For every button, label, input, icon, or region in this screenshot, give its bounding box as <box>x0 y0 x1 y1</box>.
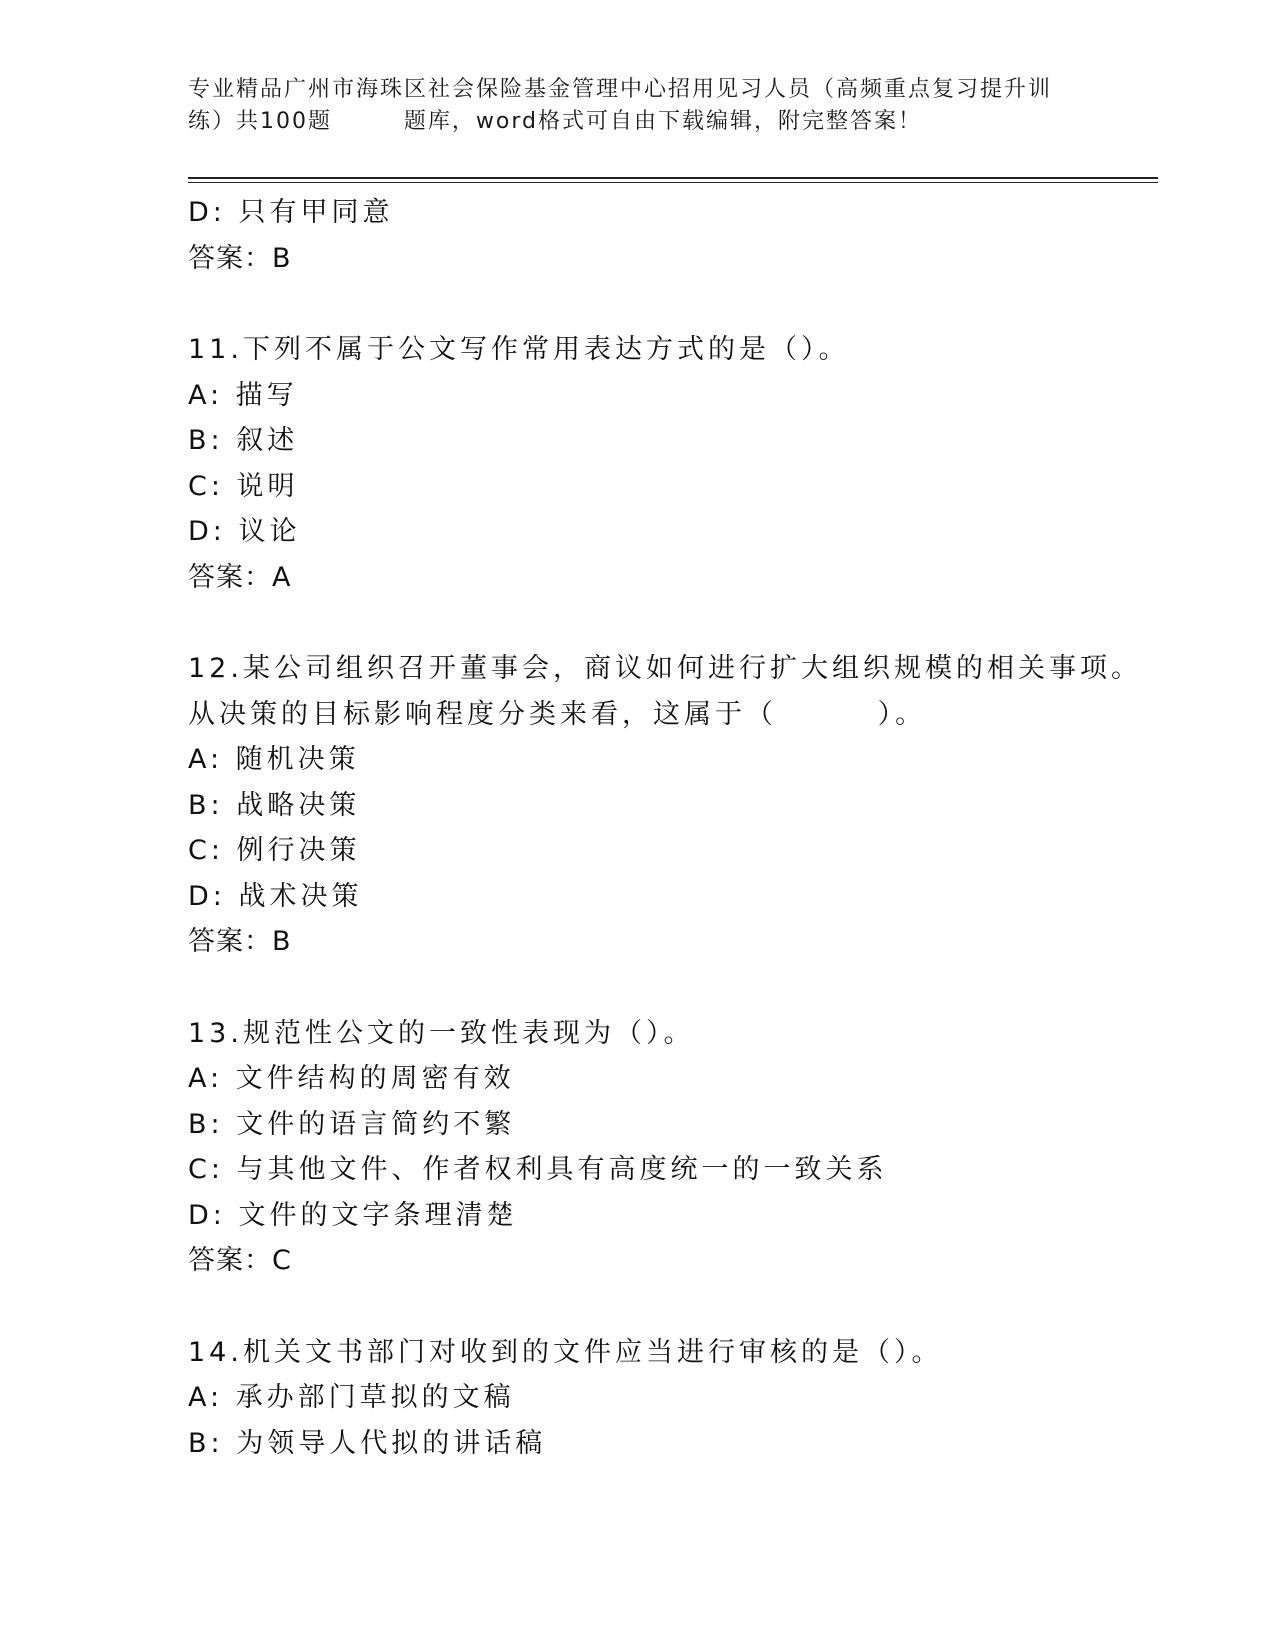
option-line: D: 只有甲同意 <box>188 197 394 228</box>
question-block <box>188 1011 1148 1284</box>
option-line: B: 为领导人代拟的讲话稿 <box>188 1427 547 1459</box>
answer-line: 答案：B <box>188 242 292 274</box>
spacer <box>188 1284 1148 1330</box>
option-line: B: 战略决策 <box>188 789 361 821</box>
answer-line: 答案：B <box>188 926 292 957</box>
option-line: B: 叙述 <box>188 425 299 456</box>
spacer <box>188 965 1148 1011</box>
document-header <box>188 74 1088 138</box>
spacer <box>188 281 1148 327</box>
question-stem: 12.某公司组织召开董事会，商议如何进行扩大组织规模的相关事项。 <box>188 653 1142 684</box>
option-line: C: 例行决策 <box>188 835 361 866</box>
option-line: A: 文件结构的周密有效 <box>188 1063 515 1094</box>
option-line: C: 说明 <box>188 470 299 502</box>
option-line: D: 文件的文字条理清楚 <box>188 1199 518 1231</box>
question-stem: 从决策的目标影响程度分类来看，这属于（ ）。 <box>188 698 927 730</box>
question-stem: 11.下列不属于公文写作常用表达方式的是（）。 <box>188 334 850 365</box>
option-line: D: 战术决策 <box>188 880 363 912</box>
option-line: A: 描写 <box>188 379 298 411</box>
answer-line: 答案：C <box>188 1245 292 1276</box>
header-line-1: 专业精品广州市海珠区社会保险基金管理中心招用见习人员（高频重点复习提升训 <box>188 77 1053 102</box>
question-block <box>188 646 1148 965</box>
option-line: A: 随机决策 <box>188 744 360 775</box>
question-stem: 13.规范性公文的一致性表现为（）。 <box>188 1017 695 1049</box>
header-line-2: 练）共100题 题库，word格式可自由下载编辑，附完整答案！ <box>188 109 923 134</box>
header-rule-thin <box>188 182 1158 183</box>
option-line: D: 议论 <box>188 516 301 547</box>
answer-line: 答案：A <box>188 561 292 593</box>
question-block <box>188 327 1148 600</box>
header-rule-thick <box>188 177 1158 179</box>
option-line: A: 承办部门草拟的文稿 <box>188 1382 515 1413</box>
option-line: C: 与其他文件、作者权利具有高度统一的一致关系 <box>188 1154 888 1185</box>
option-line: B: 文件的语言简约不繁 <box>188 1108 516 1140</box>
question-content <box>188 190 1148 1466</box>
spacer <box>188 600 1148 646</box>
question-block <box>188 1330 1148 1467</box>
question-stem: 14.机关文书部门对收到的文件应当进行审核的是（）。 <box>188 1336 943 1368</box>
